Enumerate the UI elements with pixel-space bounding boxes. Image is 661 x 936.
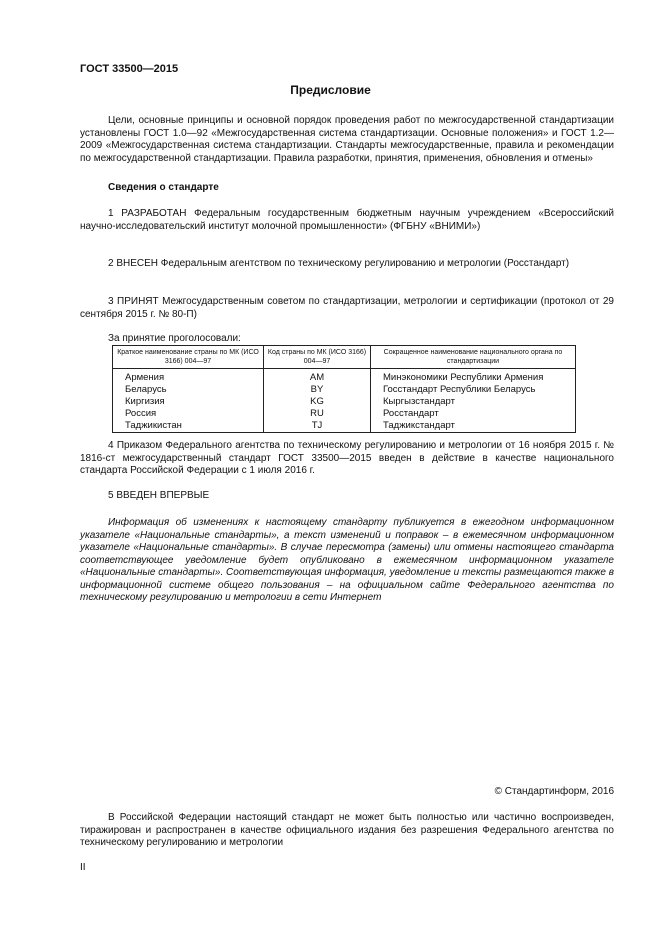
item-enacted: 4 Приказом Федерального агентства по техническому регулированию и метрологии от 16 ноября 2015 г. № 1816-ст межгосударственный стандарт ГОСТ 33500—2015 введен в действие в качестве национального стандарта Российской Федерации с 1 июля 2016 г. <box>80 440 614 476</box>
cell-code: RU <box>264 408 371 420</box>
cell-body: Госстандарт Республики Беларусь <box>371 384 576 396</box>
standard-info-heading: Сведения о стандарте <box>108 182 219 193</box>
page-number: II <box>80 862 86 873</box>
cell-country: Таджикистан <box>113 420 264 433</box>
cell-country: Киргизия <box>113 396 264 408</box>
cell-country: Россия <box>113 408 264 420</box>
cell-body: Таджикстандарт <box>371 420 576 433</box>
copyright-notice: © Стандартинформ, 2016 <box>494 786 614 797</box>
item-adopted: 3 ПРИНЯТ Межгосударственным советом по стандартизации, метрологии и сертификации (протокол от 29 сентября 2015 г. № 80-П) <box>80 296 614 320</box>
intro-paragraph: Цели, основные принципы и основной порядок проведения работ по межгосударственной стандартизации установлены ГОСТ 1.0—92 «Межгосударственная система стандартизации. Основные положения» и ГОСТ 1.2—2009 «Межгосударственная система стандартизации. Стандарты межгосударственные, правила и рекомендации по межгосударственной стандартизации. Правила разработки, принятия, применения, обновления и отмены» <box>80 115 614 164</box>
cell-code: TJ <box>264 420 371 433</box>
cell-body: Росстандарт <box>371 408 576 420</box>
column-header-body: Сокращенное наименование национального органа по стандартизации <box>371 346 576 369</box>
cell-country: Беларусь <box>113 384 264 396</box>
table-row <box>113 396 576 408</box>
cell-body: Кыргызстандарт <box>371 396 576 408</box>
cell-code: AM <box>264 369 371 385</box>
table-row <box>113 384 576 396</box>
changes-info-paragraph: Информация об изменениях к настоящему стандарту публикуется в ежегодном информационном указателе «Национальные стандарты», а текст изменений и поправок – в ежемесячном информационном указателе «Национальные стандарты». В случае пересмотра (замены) или отмены настоящего стандарта соответствующее уведомление будет опубликовано в ежемесячном информационном указателе «Национальные стандарты». Соответствующая информация, уведомление и тексты размещаются также в информационной системе общего пользования – на официальном сайте Федерального агентства по техническому регулированию и метрологии в сети Интернет <box>80 517 614 603</box>
page-title: Предисловие <box>290 83 371 97</box>
document-code: ГОСТ 33500—2015 <box>80 63 179 75</box>
item-introduced: 2 ВНЕСЕН Федеральным агентством по техническому регулированию и метрологии (Росстандарт) <box>108 258 570 269</box>
table-row <box>113 420 576 433</box>
vote-title: За принятие проголосовали: <box>108 333 241 344</box>
column-header-code: Код страны по МК (ИСО 3166) 004—97 <box>264 346 371 369</box>
cell-country: Армения <box>113 369 264 385</box>
reproduction-notice: В Российской Федерации настоящий стандарт не может быть полностью или частично воспроизведен, тиражирован и распространен в качестве официального издания без разрешения Федерального агентства по техническому регулированию и метрологии <box>80 812 614 848</box>
table-header-row <box>113 346 576 369</box>
item-developed: 1 РАЗРАБОТАН Федеральным государственным бюджетным научным учреждением «Всероссийский научно-исследовательский институт молочной промышленности» (ФГБНУ «ВНИМИ») <box>80 208 614 232</box>
column-header-country: Краткое наименование страны по МК (ИСО 3166) 004—97 <box>113 346 264 369</box>
table-row <box>113 369 576 385</box>
voting-table <box>112 345 576 433</box>
cell-code: BY <box>264 384 371 396</box>
item-first-introduced: 5 ВВЕДЕН ВПЕРВЫЕ <box>108 490 210 501</box>
table-row <box>113 408 576 420</box>
cell-code: KG <box>264 396 371 408</box>
cell-body: Минэкономики Республики Армения <box>371 369 576 385</box>
